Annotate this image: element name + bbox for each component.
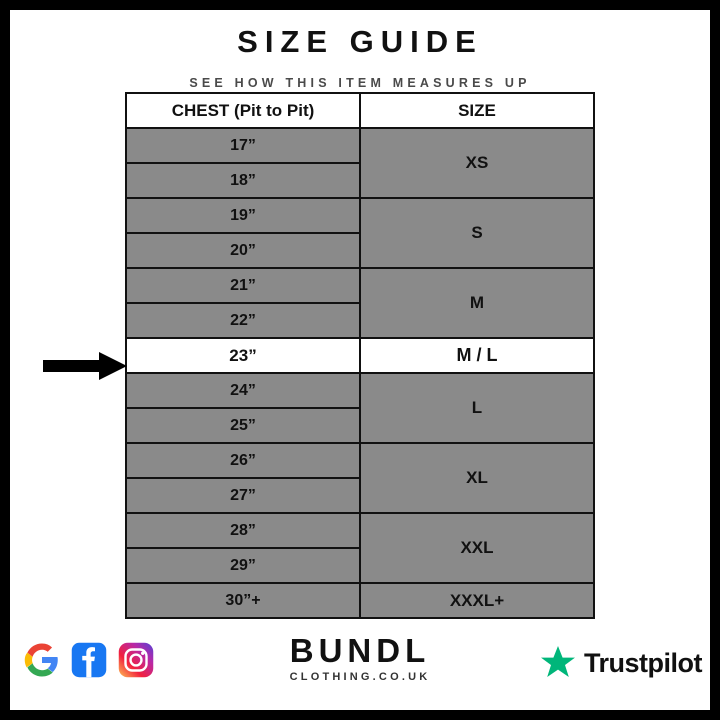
brand-name: BUNDL <box>289 632 431 669</box>
size-value: L <box>360 373 594 443</box>
chest-value: 26” <box>126 443 360 478</box>
table-row <box>126 128 594 163</box>
page-title: SIZE GUIDE <box>237 24 483 59</box>
table-row <box>126 198 594 233</box>
trustpilot-label: Trustpilot <box>584 647 702 678</box>
page-subtitle: SEE HOW THIS ITEM MEASURES UP <box>189 76 531 90</box>
chest-value: 28” <box>126 513 360 548</box>
chest-value: 18” <box>126 163 360 198</box>
chest-value: 29” <box>126 548 360 583</box>
size-value: M <box>360 268 594 338</box>
chest-value: 19” <box>126 198 360 233</box>
size-guide-card <box>10 10 710 710</box>
table-row <box>126 373 594 408</box>
size-value: XXL <box>360 513 594 583</box>
chest-value: 24” <box>126 373 360 408</box>
table-header-row <box>126 93 594 128</box>
chest-value: 25” <box>126 408 360 443</box>
chest-value: 30”+ <box>126 583 360 618</box>
table-row <box>126 268 594 303</box>
trustpilot-star-icon <box>539 644 577 682</box>
chest-value: 21” <box>126 268 360 303</box>
table-row <box>126 443 594 478</box>
table-row-selected <box>126 338 594 373</box>
chest-value: 22” <box>126 303 360 338</box>
table-row <box>126 583 594 618</box>
chest-value: 27” <box>126 478 360 513</box>
size-value: S <box>360 198 594 268</box>
chest-value: 20” <box>126 233 360 268</box>
size-table <box>125 92 595 619</box>
column-header-size: SIZE <box>360 93 594 128</box>
footer <box>10 634 710 696</box>
size-value: XL <box>360 443 594 513</box>
trustpilot-badge[interactable] <box>539 644 702 682</box>
chest-value: 17” <box>126 128 360 163</box>
size-value: M / L <box>360 338 594 373</box>
size-table-container <box>125 92 595 619</box>
table-row <box>126 513 594 548</box>
arrow-icon <box>43 351 127 381</box>
brand-website: CLOTHING.CO.UK <box>289 670 431 683</box>
size-value: XXXL+ <box>360 583 594 618</box>
chest-value: 23” <box>126 338 360 373</box>
column-header-chest: CHEST (Pit to Pit) <box>126 93 360 128</box>
size-value: XS <box>360 128 594 198</box>
